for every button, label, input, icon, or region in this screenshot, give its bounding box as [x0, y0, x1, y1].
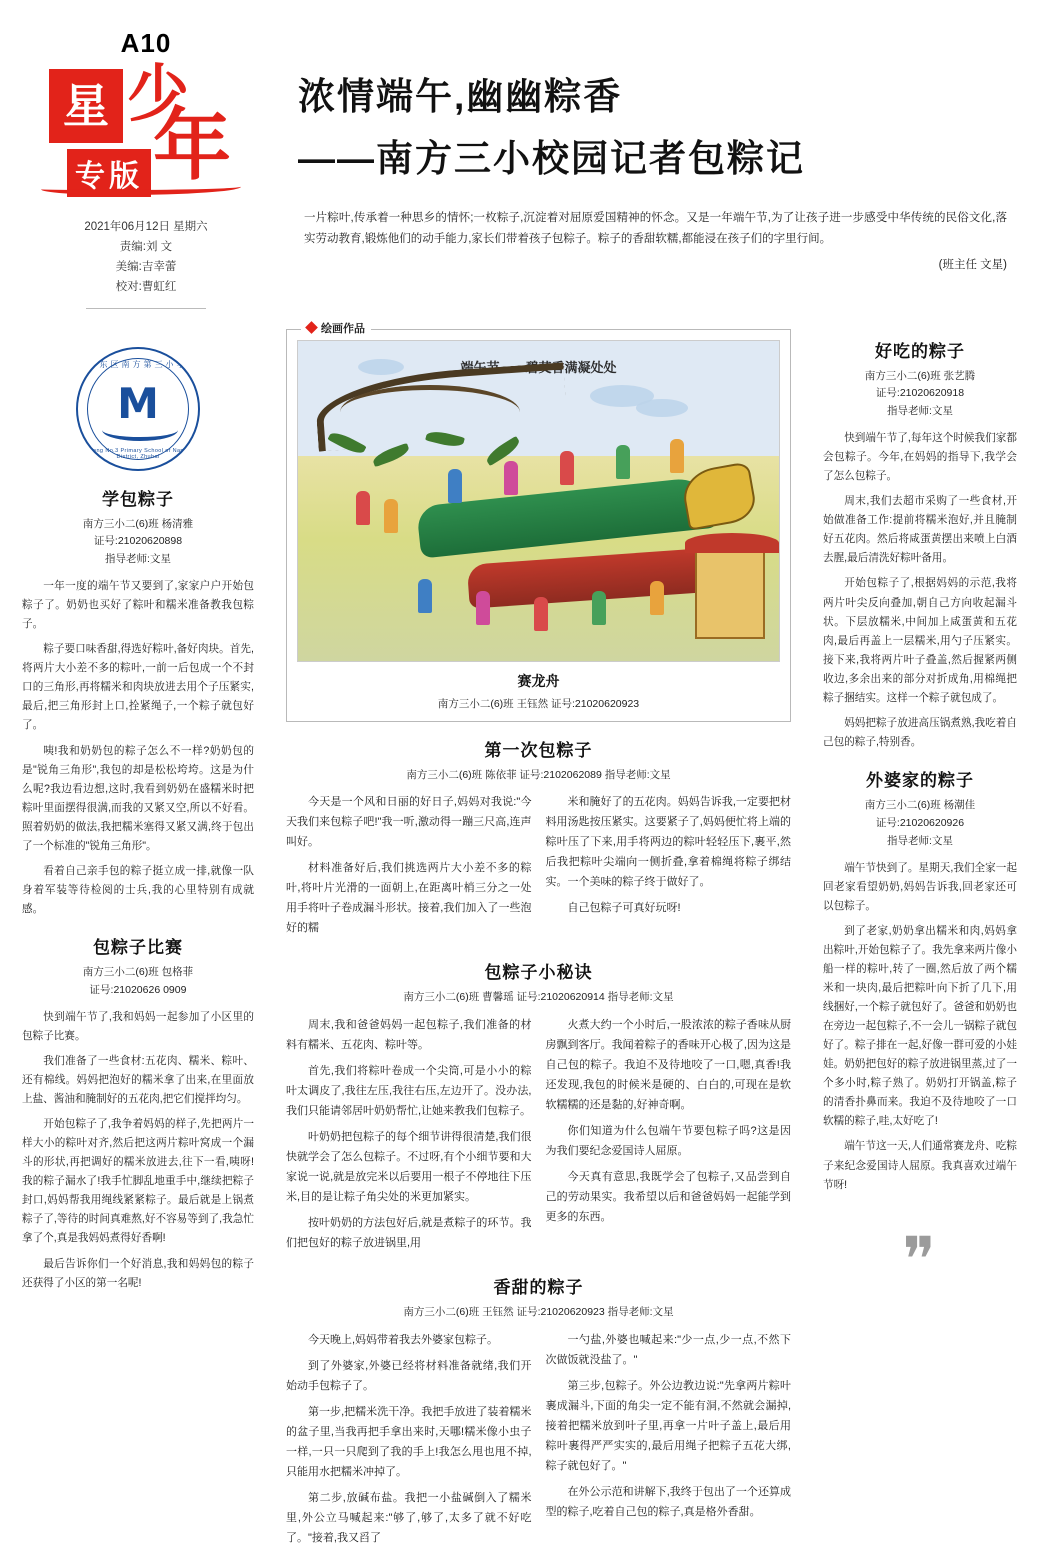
badge-wave-decoration	[102, 419, 178, 441]
cloud-shape	[358, 359, 404, 375]
page-header	[22, 18, 1017, 309]
article-column	[286, 1330, 532, 1554]
article-paragraph: 自己包粽子可真好玩呀!	[546, 898, 792, 918]
byline-id: 证号:21020620898	[22, 533, 254, 551]
article-paragraph: 周末,我们去超市采购了一些食材,开始做准备工作:提前将糯米泡好,并且腌制好五花肉。然后将咸蛋黄摆出来喷上白酒去腥,最后清洗好粽叶备用。	[823, 492, 1017, 568]
article-paragraph: 我们准备了一些食材:五花肉、糯米、粽叶、还有棉线。妈妈把泡好的糯米拿了出来,在里面放上盐、酱油和腌制好的五花肉,把它们搅拌均匀。	[22, 1052, 254, 1109]
cloud-shape	[636, 399, 688, 417]
masthead-column	[22, 18, 270, 309]
artwork-image	[297, 340, 780, 662]
article-bao-zongzi-bisai	[22, 933, 254, 1293]
article-paragraph: 快到端午节了,每年这个时候我们家都会包粽子。今年,在妈妈的指导下,我学会了怎么包粽子。	[823, 429, 1017, 486]
article-byline	[823, 368, 1017, 422]
lede-paragraph	[304, 208, 1007, 276]
article-xue-bao-zongzi	[22, 485, 254, 920]
article-paragraph: 快到端午节了,我和妈妈一起参加了小区里的包粽子比赛。	[22, 1008, 254, 1046]
article-paragraph: 在外公示范和讲解下,我终于包出了一个还算成型的粽子,吃着自己包的粽子,真是格外香甜。	[546, 1482, 792, 1522]
publication-credits	[22, 217, 270, 298]
byline-line: 南方三小二(6)班 王钰然 证号:21020620923 指导老师:文星	[286, 1304, 791, 1322]
diamond-icon	[305, 321, 318, 334]
figure-shape	[670, 439, 684, 473]
dragon-head-shape	[679, 461, 758, 530]
pavilion-shape	[695, 547, 765, 639]
masthead-shao-char: 少	[127, 63, 189, 125]
left-column	[22, 323, 270, 1554]
article-paragraph: 端午节快到了。星期天,我们全家一起回老家看望奶奶,妈妈告诉我,回老家还可以包粽子。	[823, 859, 1017, 916]
figure-shape	[504, 461, 518, 495]
page-body	[22, 323, 1017, 1554]
figure-shape	[534, 597, 548, 631]
article-paragraph: 妈妈把粽子放进高压锅煮熟,我吃着自己包的粽子,特别香。	[823, 714, 1017, 752]
leaf-shape	[484, 435, 523, 465]
article-paragraph: 叶奶奶把包粽子的每个细节讲得很清楚,我们很快就学会了怎么包粽子。不过呀,有个小细节要和大家说一说,就是放完米以后要用一根子不停地往下压米,目的是让粽子角尖处的米更加紧实。	[286, 1127, 532, 1207]
article-paragraph: 你们知道为什么包端午节要包粽子吗?这是因为我们要纪念爱国诗人屈原。	[546, 1121, 792, 1161]
article-columns	[286, 1330, 791, 1554]
article-paragraph: 今天真有意思,我既学会了包粽子,又品尝到自己的劳动果实。我希望以后和爸爸妈妈一起能学到更多的东西。	[546, 1167, 792, 1227]
article-paragraph: 首先,我们将粽叶卷成一个尖筒,可是小小的粽叶太调皮了,我往左压,我往右压,左边开了。没办法,我们只能请邻居叶奶奶帮忙,让她来教我们包粽子。	[286, 1061, 532, 1121]
figure-shape	[560, 451, 574, 485]
article-title: 香甜的粽子	[286, 1273, 791, 1298]
editor-credit: 责编:刘 文	[22, 237, 270, 257]
article-byline	[286, 1304, 791, 1322]
page-subtitle: ——南方三小校园记者包粽记	[298, 128, 1017, 182]
article-title: 第一次包粽子	[286, 736, 791, 761]
article-paragraph: 米和腌好了的五花肉。妈妈告诉我,一定要把材料用汤匙按压紧实。这要紧子了,妈妈便忙将上端的粽叶压了下来,用手将两边的粽叶轻轻压下,裹平,然后我把粽叶尖端向一侧折叠,拿着棉绳将粽子绑结实。一个美味的粽子终于做好了。	[546, 792, 792, 892]
article-paragraph: 按叶奶奶的方法包好后,就是煮粽子的环节。我们把包好的粽子放进锅里,用	[286, 1213, 532, 1253]
byline-line: 南方三小二(6)班 曹馨瑶 证号:21020620914 指导老师:文星	[286, 989, 791, 1007]
article-paragraph: 第一步,把糯米洗干净。我把手放进了装着糯米的盆子里,当我再把手拿出来时,天哪!糯米像小虫子一样,一只一只爬到了我的手上!我怎么甩也甩不掉,只能用水把糯米冲掉了。	[286, 1402, 532, 1482]
headline-column	[270, 18, 1017, 276]
article-column	[546, 1015, 792, 1259]
article-title: 外婆家的粽子	[823, 766, 1017, 791]
article-byline	[286, 767, 791, 785]
article-paragraph: 到了老家,奶奶拿出糯米和肉,妈妈拿出粽叶,开始包粽子了。我先拿来两片像小船一样的粽叶,转了一圈,然后放了两个糯米和一块肉,最后把粽叶向下折了几下,用线捆好,一个粽子就包好了。爸爸和奶奶也在旁边一起包粽子,不一会儿一锅粽子就包好了。粽子排在一起,好像一群可爱的小娃娃。奶奶把包好的粽子放进锅里蒸,过了一个多小时,粽子熟了。奶奶打开锅盖,粽子的清香扑鼻而来。我迫不及待地咬了一口软糯的粽子,哇,太好吃了!	[823, 922, 1017, 1132]
figure-shape	[384, 499, 398, 533]
figure-shape	[448, 469, 462, 503]
badge-top-text: 广东区南方第三小学	[78, 359, 198, 370]
masthead-zhuanban-label: 专版	[67, 149, 151, 197]
article-paragraph: 最后告诉你们一个好消息,我和妈妈包的粽子还获得了小区的第一名呢!	[22, 1255, 254, 1293]
article-title: 学包粽子	[22, 485, 254, 510]
byline-author: 南方三小二(6)班 张艺腾	[823, 368, 1017, 386]
article-paragraph: 咦!我和奶奶包的粽子怎么不一样?奶奶包的是"锐角三角形",我包的却是松松垮垮。这是为什么呢?我边看边想,这时,我看到奶奶在盛糯米时把粽叶里面摆得很满,而我的又紧又空,所以不好看。照着奶奶的做法,我把糯米塞得又紧又满,终于包出了一个标准的"锐角三角形"。	[22, 742, 254, 856]
byline-author: 南方三小二(6)班 包格菲	[22, 964, 254, 982]
figure-shape	[650, 581, 664, 615]
byline-teacher: 指导老师:文星	[22, 551, 254, 569]
artwork-inner-title: 端午节——碧艾香满凝处处	[460, 357, 616, 376]
article-paragraph: 今天是一个风和日丽的好日子,妈妈对我说:"今天我们来包粽子吧!"我一听,激动得一蹦三尺高,连声叫好。	[286, 792, 532, 852]
byline-teacher: 指导老师:文星	[823, 403, 1017, 421]
masthead-logo	[41, 63, 251, 203]
designer-credit: 美编:吉幸蕾	[22, 257, 270, 277]
article-paragraph: 开始包粽子了,根据妈妈的示范,我将两片叶尖反向叠加,朝自己方向收起漏斗状。下层放糯米,中间加上咸蛋黄和五花肉,最后再盖上一层糯米,用勺子压紧实。接下来,我将两片叶子叠盖,然后握紧两侧收边,多余出来的部分对折成角,用棉绳把粽子捆结实。这样一个粽子就包成了。	[823, 574, 1017, 707]
masthead-star-char: 星	[49, 69, 123, 143]
byline-author: 南方三小二(6)班 杨清雅	[22, 516, 254, 534]
figure-shape	[592, 591, 606, 625]
article-paragraph: 开始包粽子了,我争着妈妈的样子,先把两片一样大小的粽叶对齐,然后把这两片粽叶窝成一个漏斗的形状,再把调好的糯米放进去,往下一看,咦呀!我的粽子漏水了!我手忙脚乱地重手中,继续把粽子封口,妈妈帮我用绳线紧紧粽子。最后就是上锅煮粽子了,等待的时间真难熬,好不容易等到了,我急忙拿了个,真是我妈妈煮得好香啊!	[22, 1115, 254, 1248]
proofreader-credit: 校对:曹虹红	[22, 277, 270, 297]
tree-branch-shape	[340, 385, 520, 439]
article-byline	[22, 964, 254, 1000]
badge-letter: M	[117, 383, 159, 425]
article-xiangtian-de-zongzi	[286, 1273, 791, 1554]
article-bao-zongzi-xiaomijue	[286, 958, 791, 1259]
article-title: 包粽子小秘诀	[286, 958, 791, 983]
byline-line: 南方三小二(6)班 陈依菲 证号:2102062089 指导老师:文星	[286, 767, 791, 785]
article-column	[546, 792, 792, 944]
article-byline	[823, 797, 1017, 851]
article-paragraph: 今天晚上,妈妈带着我去外婆家包粽子。	[286, 1330, 532, 1350]
artwork-caption-title: 赛龙舟	[297, 671, 780, 691]
article-paragraph: 看着自己亲手包的粽子挺立成一排,就像一队身着军装等待检阅的士兵,我的心里特别有成就感。	[22, 862, 254, 919]
figure-shape	[476, 591, 490, 625]
artwork-figure	[286, 329, 791, 722]
article-paragraph: 材料准备好后,我们挑选两片大小差不多的粽叶,将叶片光滑的一面朝上,在距离叶梢三分之一处用手将叶子卷成漏斗形状。接着,我们加入了一些泡好的糯	[286, 858, 532, 938]
school-badge	[76, 347, 200, 471]
article-paragraph: 到了外婆家,外婆已经将材料准备就绪,我们开始动手包粽子了。	[286, 1356, 532, 1396]
figure-shape	[616, 445, 630, 479]
article-haochi-de-zongzi	[823, 337, 1017, 753]
article-paragraph: 火煮大约一个小时后,一股浓浓的粽子香味从厨房飘到客厅。我闻着粽子的香味开心极了,因为这是自己包的粽子。我迫不及待地咬了一口,嗯,真香!我还发现,我包的时候米是硬的、白白的,可现在是软软糯糯的还是黏的,好神奇啊。	[546, 1015, 792, 1115]
page-number: A10	[22, 28, 270, 59]
article-paragraph: 第三步,包粽子。外公边教边说:"先拿两片粽叶裹成漏斗,下面的角尖一定不能有洞,不然就会漏掉,接着把糯米放到叶子里,再拿一片叶子盖上,最后用粽叶裹得严严实实的,最后用绳子把粽子五花大绑,粽子就包好了。"	[546, 1376, 792, 1476]
artwork-tag-label: 绘画作品	[321, 320, 365, 336]
article-byline	[22, 516, 254, 570]
article-paragraph: 一年一度的端午节又要到了,家家户户开始包粽子了。奶奶也买好了粽叶和糯米准备教我包粽子。	[22, 577, 254, 634]
byline-id: 证号:21020626 0909	[22, 982, 254, 1000]
byline-teacher: 指导老师:文星	[823, 833, 1017, 851]
article-column	[286, 792, 532, 944]
article-paragraph: 粽子要口味香甜,得选好粽叶,备好肉块。首先,将两片大小差不多的粽叶,一前一后包成一个不封口的三角形,再将糯米和肉块放进去用个子压紧实,最后,把三角形封上口,拴紧绳子,一个粽子就包好了。	[22, 640, 254, 735]
article-paragraph: 第二步,放碱布盐。我把一小盐碱倒入了糯米里,外公立马喊起来:"够了,够了,太多了就不好吃了。"接着,我又舀了	[286, 1488, 532, 1548]
article-paragraph: 一勺盐,外婆也喊起来:"少一点,少一点,不然下次做饭就没盐了。"	[546, 1330, 792, 1370]
article-paragraph: 端午节这一天,人们通常赛龙舟、吃粽子来纪念爱国诗人屈原。我真喜欢过端午节呀!	[823, 1137, 1017, 1194]
article-columns	[286, 792, 791, 944]
byline-id: 证号:21020620926	[823, 815, 1017, 833]
byline-id: 证号:21020620918	[823, 385, 1017, 403]
figure-shape	[418, 579, 432, 613]
article-columns	[286, 1015, 791, 1259]
publish-date: 2021年06月12日 星期六	[22, 217, 270, 237]
article-waipo-jia-de-zongzi	[823, 766, 1017, 1195]
figure-shape	[356, 491, 370, 525]
article-diyici-bao-zongzi	[286, 736, 791, 945]
article-byline	[286, 989, 791, 1007]
page-title: 浓情端午,幽幽粽香	[298, 66, 1017, 120]
article-column	[546, 1330, 792, 1554]
center-column	[270, 323, 807, 1554]
article-column	[286, 1015, 532, 1259]
artwork-tag	[301, 320, 371, 336]
article-title: 包粽子比赛	[22, 933, 254, 958]
masthead-nian-char: 年	[153, 107, 231, 185]
lede-signature: (班主任 文星)	[304, 255, 1007, 276]
masthead-swoosh-decoration	[41, 181, 241, 195]
right-column	[807, 323, 1017, 1554]
quote-mark-decoration: ❞	[823, 1229, 1017, 1291]
byline-author: 南方三小二(6)班 杨潮佳	[823, 797, 1017, 815]
artwork-caption-credit: 南方三小二(6)班 王钰然 证号:21020620923	[297, 696, 780, 711]
lede-text: 一片粽叶,传承着一种思乡的情怀;一枚粽子,沉淀着对屈原爱国精神的怀念。又是一年端午节,为了让孩子进一步感受中华传统的民俗文化,落实劳动教育,锻炼他们的动手能力,家长们带着孩子包粽子。粽子的香甜软糯,都能浸在孩子们的字里行间。	[304, 212, 1007, 245]
divider	[86, 308, 206, 309]
badge-bottom-text: Nanfang No.3 Primary School of Nanfang District, Zhuhai	[78, 448, 198, 460]
article-title: 好吃的粽子	[823, 337, 1017, 362]
article-paragraph: 周末,我和爸爸妈妈一起包粽子,我们准备的材料有糯米、五花肉、粽叶等。	[286, 1015, 532, 1055]
